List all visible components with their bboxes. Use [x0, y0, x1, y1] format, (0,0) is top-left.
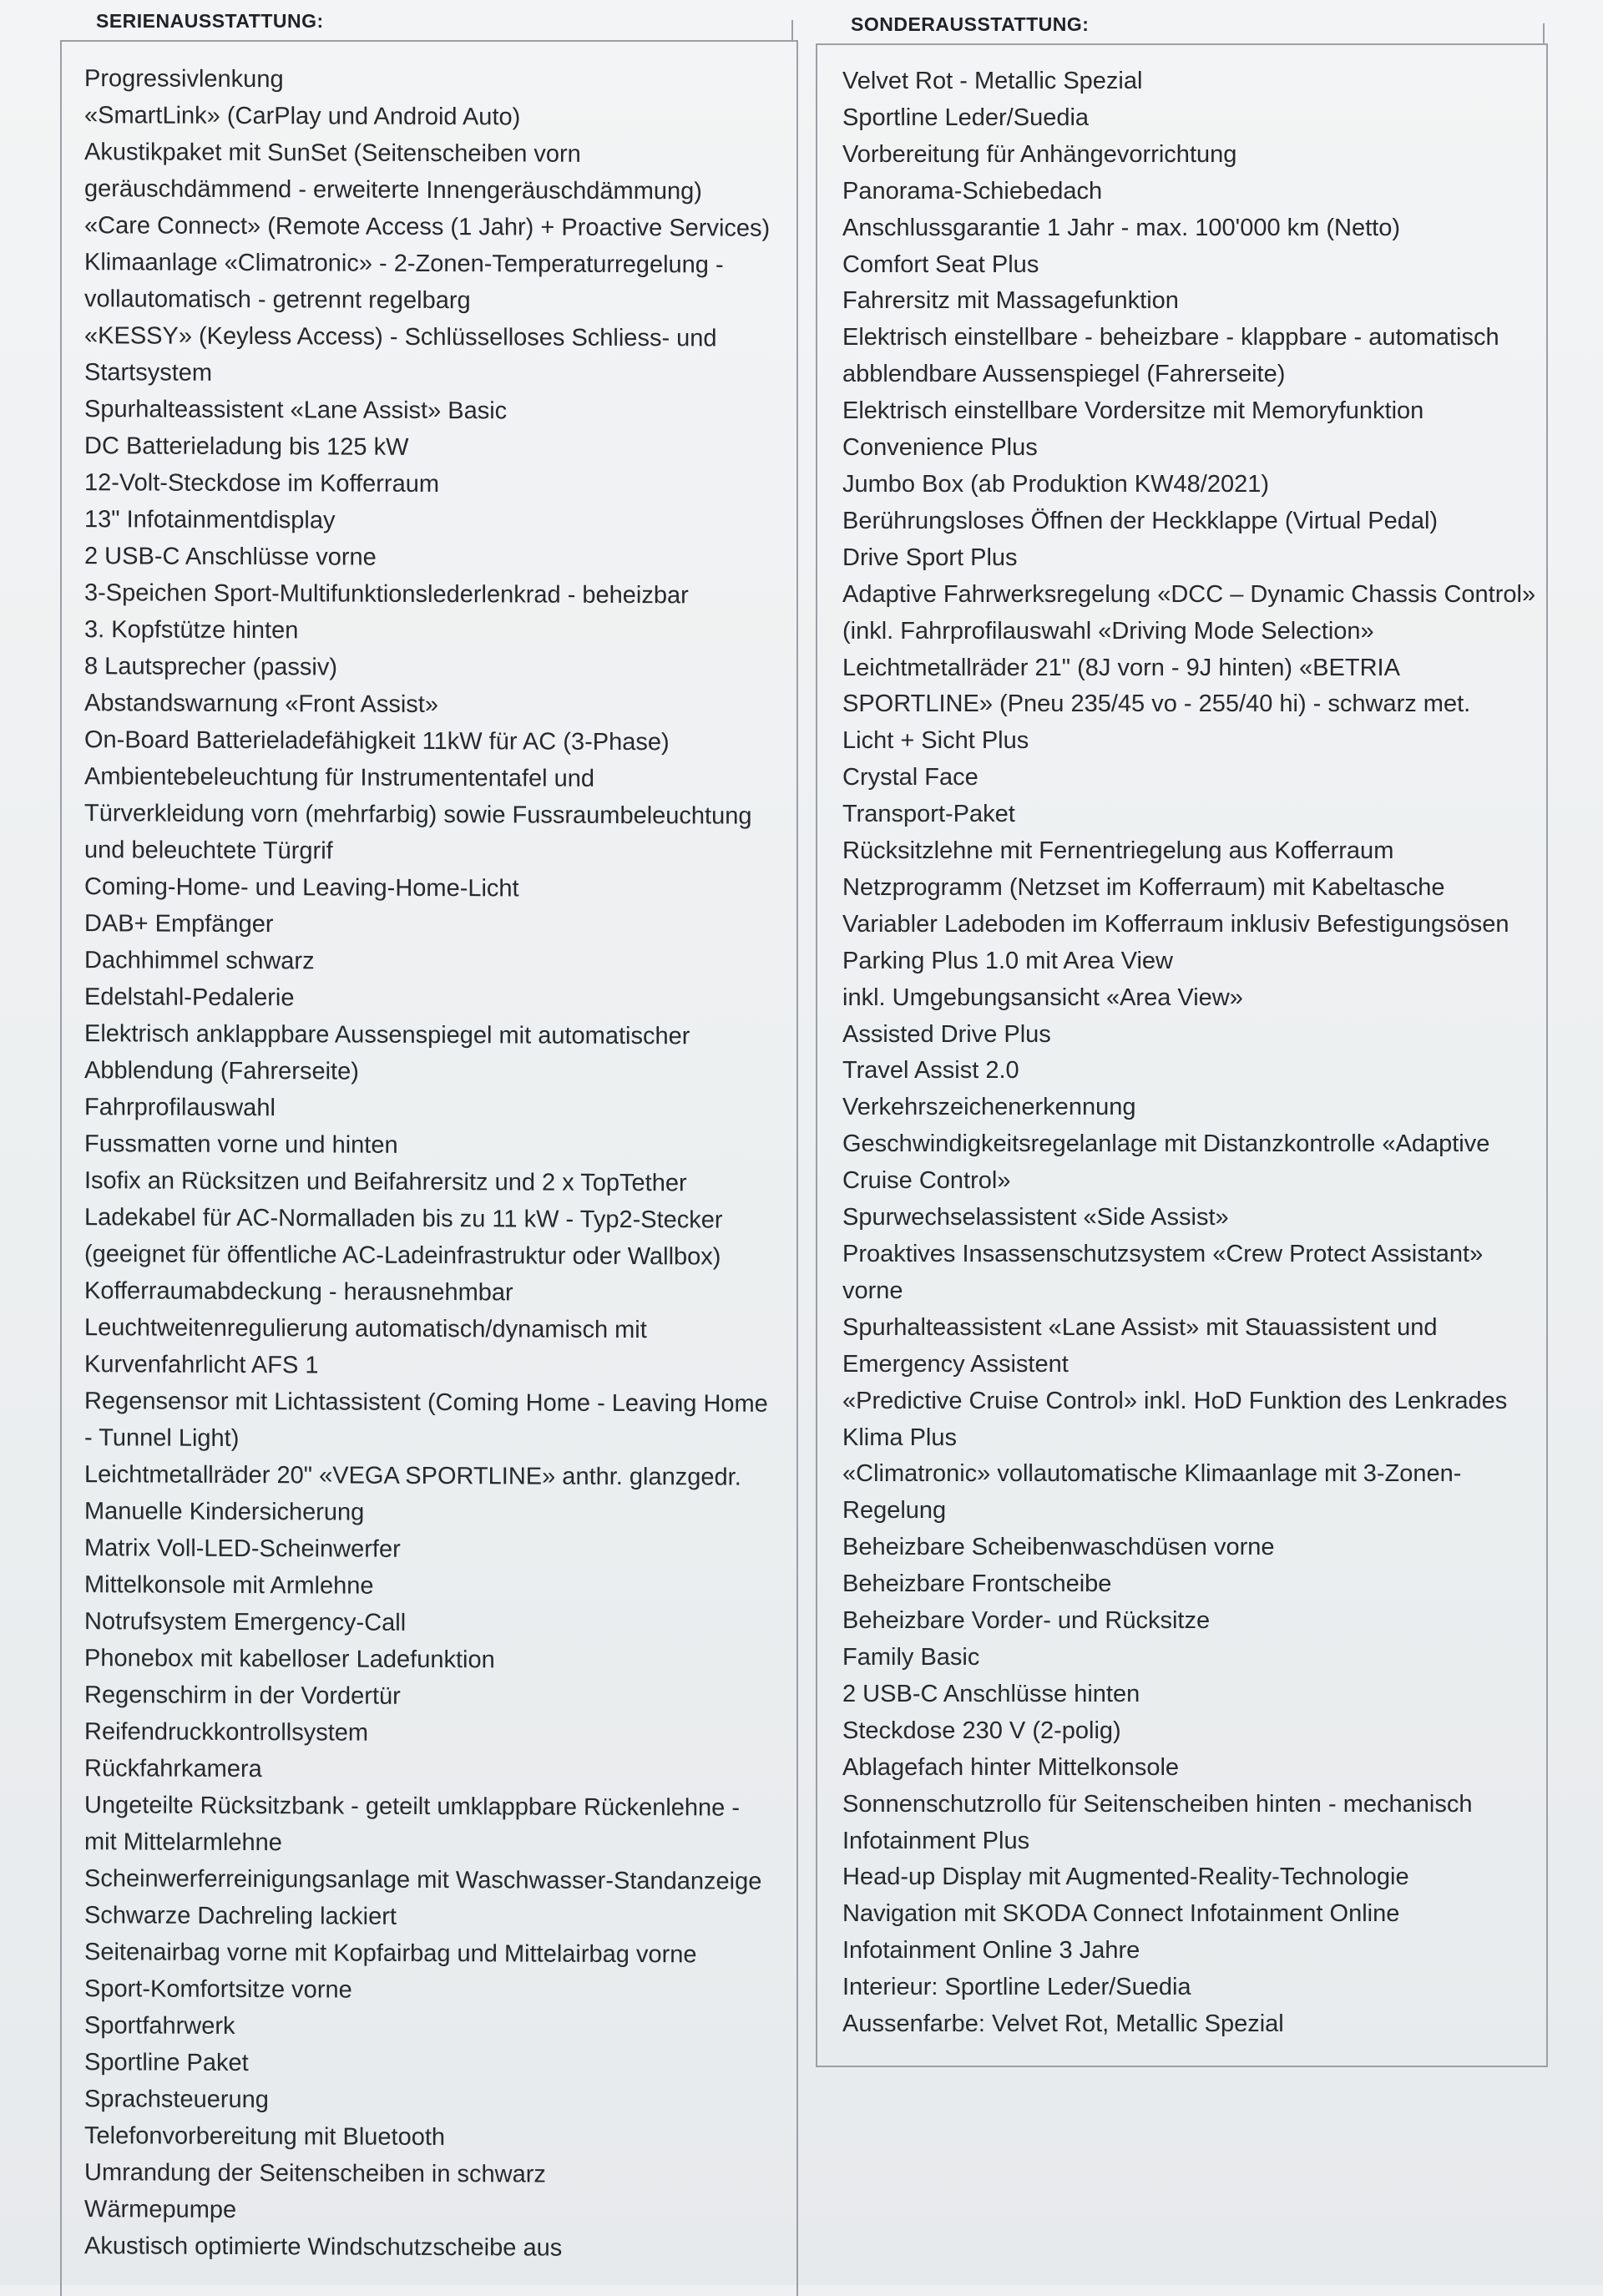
optional-equipment-item: Emergency Assistent	[842, 1350, 1069, 1378]
standard-equipment-list	[84, 60, 786, 2268]
standard-equipment-item: Leichtmetallräder 20" «VEGA SPORTLINE» anthr. glanzgedr.	[84, 1461, 741, 1491]
standard-equipment-item: und beleuchtete Türgrif	[84, 837, 333, 865]
optional-equipment-item: vorne	[842, 1277, 903, 1304]
optional-equipment-item: Elektrisch einstellbare - beheizbare - klappbare - automatisch	[842, 324, 1499, 351]
optional-equipment-item: Infotainment Plus	[842, 1827, 1030, 1854]
optional-equipment-item: Comfort Seat Plus	[842, 250, 1039, 278]
standard-equipment-item: Notrufsystem Emergency-Call	[84, 1608, 407, 1636]
optional-equipment-item: inkl. Umgebungsansicht «Area View»	[842, 984, 1243, 1011]
standard-equipment-item: Scheinwerferreinigungsanlage mit Waschwasser-Standanzeige	[84, 1865, 762, 1895]
optional-equipment-item: Rücksitzlehne mit Fernentriegelung aus Kofferraum	[842, 837, 1394, 865]
optional-equipment-item: abblendbare Aussenspiegel (Fahrerseite)	[842, 361, 1286, 388]
standard-equipment-item: Ambientebeleuchtung für Instrumententafel und	[84, 763, 595, 792]
standard-equipment-item: Sportline Paket	[84, 2049, 249, 2077]
optional-equipment-item: Infotainment Online 3 Jahre	[842, 1937, 1140, 1965]
optional-equipment-item: 2 USB-C Anschlüsse hinten	[842, 1680, 1140, 1707]
optional-equipment-item: Geschwindigkeitsregelanlage mit Distanzkontrolle «Adaptive	[842, 1130, 1490, 1158]
optional-equipment-item: Parking Plus 1.0 mit Area View	[842, 947, 1173, 974]
standard-equipment-item: mit Mittelarmlehne	[84, 1828, 282, 1857]
standard-equipment-item: DAB+ Empfänger	[84, 910, 274, 938]
standard-equipment-item: Progressivlenkung	[84, 65, 284, 94]
standard-equipment-item: Türverkleidung vorn (mehrfarbig) sowie Fussraumbeleuchtung	[84, 800, 752, 830]
standard-equipment-item: Sport-Komfortsitze vorne	[84, 1975, 352, 2004]
standard-equipment-item: Reifendruckkontrollsystem	[84, 1718, 369, 1747]
standard-equipment-item: DC Batterieladung bis 125 kW	[84, 432, 409, 461]
optional-equipment-item: Jumbo Box (ab Produktion KW48/2021)	[842, 470, 1269, 498]
standard-equipment-item: Regensensor mit Lichtassistent (Coming Home - Leaving Home	[84, 1388, 768, 1418]
optional-equipment-item: Spurwechselassistent «Side Assist»	[842, 1204, 1229, 1231]
optional-equipment-item: Head-up Display mit Augmented-Reality-Technologie	[842, 1864, 1409, 1891]
standard-equipment-item: Abstandswarnung «Front Assist»	[84, 690, 438, 719]
optional-equipment-item: Beheizbare Frontscheibe	[842, 1570, 1112, 1598]
divider-line	[1543, 23, 1545, 45]
standard-equipment-item: Kurvenfahrlicht AFS 1	[84, 1351, 319, 1379]
standard-equipment-item: Telefonvorbereitung mit Bluetooth	[84, 2122, 446, 2152]
standard-equipment-item: (geeignet für öffentliche AC-Ladeinfrastruktur oder Wallbox)	[84, 1241, 721, 1271]
optional-equipment-item: Cruise Control»	[842, 1167, 1011, 1195]
optional-equipment-item: Navigation mit SKODA Connect Infotainment Online	[842, 1900, 1400, 1928]
sonderausstattung-heading: SONDERAUSSTATTUNG:	[851, 13, 1090, 35]
standard-equipment-item: «KESSY» (Keyless Access) - Schlüsselloses Schliess- und	[84, 322, 717, 352]
optional-equipment-item: Fahrersitz mit Massagefunktion	[842, 287, 1179, 315]
standard-equipment-item: Matrix Voll-LED-Scheinwerfer	[84, 1535, 401, 1563]
optional-equipment-item: Klima Plus	[842, 1424, 957, 1451]
optional-equipment-item: Licht + Sicht Plus	[842, 727, 1029, 755]
standard-equipment-item: «SmartLink» (CarPlay und Android Auto)	[84, 102, 521, 131]
optional-equipment-item: Sportline Leder/Suedia	[842, 104, 1090, 131]
optional-equipment-item: Beheizbare Scheibenwaschdüsen vorne	[842, 1534, 1275, 1561]
serienausstattung-heading: SERIENAUSSTATTUNG:	[96, 10, 324, 32]
standard-equipment-item: Startsystem	[84, 359, 213, 387]
standard-equipment-item: Schwarze Dachreling lackiert	[84, 1902, 397, 1930]
optional-equipment-item: Anschlussgarantie 1 Jahr - max. 100'000 km (Netto)	[842, 214, 1401, 241]
optional-equipment-item: Proaktives Insassenschutzsystem «Crew Protect Assistant»	[842, 1241, 1484, 1267]
standard-equipment-item: Fahrprofilauswahl	[84, 1094, 276, 1122]
standard-equipment-item: Sprachsteuerung	[84, 2086, 269, 2114]
optional-equipment-item: Interieur: Sportline Leder/Suedia	[842, 1974, 1191, 2001]
standard-equipment-item: Rückfahrkamera	[84, 1755, 262, 1783]
standard-equipment-item: Klimaanlage «Climatronic» - 2-Zonen-Temperaturregelung -	[84, 249, 724, 279]
optional-equipment-item: Travel Assist 2.0	[842, 1057, 1019, 1085]
optional-equipment-item: Adaptive Fahrwerksregelung «DCC – Dynamic Chassis Control»	[842, 580, 1536, 608]
standard-equipment-item: vollautomatisch - getrennt regelbarg	[84, 286, 471, 315]
standard-equipment-item: Phonebox mit kabelloser Ladefunktion	[84, 1645, 495, 1674]
optional-equipment-item: Transport-Paket	[842, 801, 1015, 828]
divider-line	[791, 20, 793, 42]
standard-equipment-item: 3. Kopfstütze hinten	[84, 616, 299, 645]
standard-equipment-item: Akustisch optimierte Windschutzscheibe aus	[84, 2233, 563, 2262]
standard-equipment-item: Akustikpaket mit SunSet (Seitenscheiben vorn	[84, 139, 581, 168]
standard-equipment-item: Ungeteilte Rücksitzbank - geteilt umklappbare Rückenlehne -	[84, 1792, 741, 1822]
standard-equipment-item: Abblendung (Fahrerseite)	[84, 1057, 359, 1085]
standard-equipment-item: Regenschirm in der Vordertür	[84, 1682, 401, 1710]
optional-equipment-list	[842, 63, 1537, 2043]
standard-equipment-item: - Tunnel Light)	[84, 1424, 240, 1452]
standard-equipment-item: Mittelkonsole mit Armlehne	[84, 1571, 374, 1600]
optional-equipment-item: Aussenfarbe: Velvet Rot, Metallic Spezial	[842, 2010, 1284, 2038]
standard-equipment-item: 3-Speichen Sport-Multifunktionslederlenkrad - beheizbar	[84, 579, 689, 609]
optional-equipment-item: Beheizbare Vorder- und Rücksitze	[842, 1607, 1211, 1635]
standard-equipment-item: Ladekabel für AC-Normalladen bis zu 11 kW - Typ2-Stecker	[84, 1204, 723, 1234]
standard-equipment-item: 13" Infotainmentdisplay	[84, 506, 336, 534]
optional-equipment-item: Panorama-Schiebedach	[842, 177, 1103, 205]
standard-equipment-item: Dachhimmel schwarz	[84, 947, 315, 975]
optional-equipment-item: Sonnenschutzrollo für Seitenscheiben hinten - mechanisch	[842, 1790, 1473, 1818]
optional-equipment-item: Convenience Plus	[842, 434, 1038, 462]
standard-equipment-item: «Care Connect» (Remote Access (1 Jahr) + Proactive Services)	[84, 212, 771, 242]
standard-equipment-item: Fussmatten vorne und hinten	[84, 1130, 398, 1159]
standard-equipment-item: geräuschdämmend - erweiterte Innengeräuschdämmung)	[84, 175, 702, 205]
optional-equipment-item: Berührungsloses Öffnen der Heckklappe (Virtual Pedal)	[842, 507, 1439, 534]
standard-equipment-item: Spurhalteassistent «Lane Assist» Basic	[84, 396, 508, 425]
optional-equipment-item: Regelung	[842, 1497, 947, 1525]
optional-equipment-item: Crystal Face	[842, 764, 978, 791]
standard-equipment-item: Leuchtweitenregulierung automatisch/dynamisch mit	[84, 1314, 647, 1344]
optional-equipment-item: Elektrisch einstellbare Vordersitze mit Memoryfunktion	[842, 397, 1424, 425]
standard-equipment-item: On-Board Batterieladefähigkeit 11kW für AC (3-Phase)	[84, 726, 670, 756]
optional-equipment-item: SPORTLINE» (Pneu 235/45 vo - 255/40 hi) - schwarz met.	[842, 690, 1471, 718]
standard-equipment-item: Kofferraumabdeckung - herausnehmbar	[84, 1277, 513, 1307]
standard-equipment-item: 8 Lautsprecher (passiv)	[84, 653, 338, 681]
standard-equipment-item: Coming-Home- und Leaving-Home-Licht	[84, 873, 519, 903]
standard-equipment-item: Sportfahrwerk	[84, 2012, 235, 2040]
optional-equipment-item: Verkehrszeichenerkennung	[842, 1094, 1136, 1121]
optional-equipment-item: «Predictive Cruise Control» inkl. HoD Funktion des Lenkrades	[842, 1387, 1508, 1414]
optional-equipment-item: (inkl. Fahrprofilauswahl «Driving Mode Selection»	[842, 617, 1374, 645]
standard-equipment-item: Manuelle Kindersicherung	[84, 1498, 365, 1526]
standard-equipment-item: Isofix an Rücksitzen und Beifahrersitz und 2 x TopTether	[84, 1167, 687, 1197]
optional-equipment-item: Leichtmetallräder 21" (8J vorn - 9J hinten) «BETRIA	[842, 654, 1400, 681]
optional-equipment-item: «Climatronic» vollautomatische Klimaanlage mit 3-Zonen-	[842, 1460, 1462, 1488]
standard-equipment-item: Elektrisch anklappbare Aussenspiegel mit automatischer	[84, 1020, 690, 1050]
optional-equipment-item: Velvet Rot - Metallic Spezial	[842, 68, 1143, 94]
standard-equipment-item: 12-Volt-Steckdose im Kofferraum	[84, 469, 439, 498]
standard-equipment-item: Wärmepumpe	[84, 2196, 237, 2223]
optional-equipment-item: Spurhalteassistent «Lane Assist» mit Stauassistent und	[842, 1313, 1438, 1341]
optional-equipment-item: Assisted Drive Plus	[842, 1020, 1051, 1048]
optional-equipment-item: Vorbereitung für Anhängevorrichtung	[842, 140, 1237, 168]
optional-equipment-item: Family Basic	[842, 1643, 980, 1671]
standard-equipment-item: Seitenairbag vorne mit Kopfairbag und Mittelairbag vorne	[84, 1939, 697, 1969]
standard-equipment-item: Edelstahl-Pedalerie	[84, 984, 295, 1012]
optional-equipment-item: Ablagefach hinter Mittelkonsole	[842, 1753, 1180, 1781]
optional-equipment-item: Drive Sport Plus	[842, 544, 1018, 571]
standard-equipment-item: 2 USB-C Anschlüsse vorne	[84, 543, 377, 571]
standard-equipment-item: Umrandung der Seitenscheiben in schwarz	[84, 2159, 546, 2188]
optional-equipment-item: Steckdose 230 V (2-polig)	[842, 1717, 1121, 1744]
optional-equipment-item: Netzprogramm (Netzset im Kofferraum) mit Kabeltasche	[842, 873, 1445, 901]
optional-equipment-item: Variabler Ladeboden im Kofferraum inklusiv Befestigungsösen	[842, 910, 1509, 938]
